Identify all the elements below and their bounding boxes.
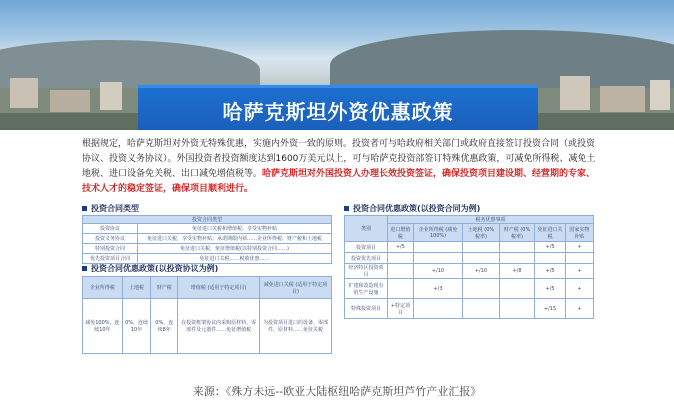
incentives-contract-table: 类别 税务优惠事项 进口增值税 企业所得税 (减免100%) 土地税 (0%税率) 财产税 (0%税率) 免征进口关税 国家实物补贴 投资项目 +/5 +/5 + 投资优先项目 经济特区投资项目 +/10 +/10 +/8 +/5 + 扩建和改造现有的生产设施 +/3 +/5 + 特殊投资项目 +特定项目 +/15 +: [344, 215, 594, 319]
table-row: 投资优先项目: [345, 253, 594, 264]
page-title: 哈萨克斯坦外资优惠政策: [222, 100, 454, 124]
table-row: 投资协议 免征进口关税和增值税，享受实物补贴: [83, 224, 332, 234]
table-row: 经济特区投资项目 +/10 +/10 +/8 +/5 +: [345, 264, 594, 279]
table-row: 特殊投资项目 +特定项目 +/15 +: [345, 299, 594, 319]
table-row: 特别投资合同 免征进口关税，免征增值税(以特别投资合同……): [83, 244, 332, 254]
bullet-square-icon: [82, 206, 87, 211]
intro-paragraph: [82, 137, 597, 197]
table-row: 投资义务协议 免征进口关税，享受实物补贴；承诺期限内须……企业所得税、财产税和土地税: [83, 234, 332, 244]
hero-banner: [0, 0, 674, 130]
page-title-banner: [138, 85, 538, 130]
source-caption: 来源：《殊方未远--欧亚大陆枢纽哈萨克斯坦芦竹产业汇报》: [192, 385, 482, 398]
intro-highlight: 哈萨克斯坦对外国投资人办理长效投资签证，确保投资项目建设期、经营期的专家、技术人才的稳定签证，确保项目顺利进行。: [82, 169, 596, 194]
incentives-agreement-table: 企业所得税 土地税 财产税 增值税 (适用于特定项目) 减免进口关税 (适用于特定项目) 减免100%，连续10年 0%，连续10年 0%，连续8年 在投资框架协议内采购原材料、零部件及元器件……免征增值税 为投资项目进口的设备、零部件、原材料……免征关税: [82, 276, 332, 354]
section-contract-types: 投资合同类型: [82, 203, 139, 214]
intro-text: 根据规定，哈萨克斯坦对外资无特殊优惠，实施内外资一致的原则。投资者可与哈政府相关部门或政府直接签订投资合同（或投资协议、投资义务协议）。外国投资者投资额度达到1600万美元以上，可与哈萨克投资部签订特殊优惠政策，可减免所得税、减免土地税、进口设备免关税、出口减免增值税等。: [82, 139, 596, 179]
content-panel: [78, 133, 598, 381]
table-row: 投资项目 +/5 +/5 +: [345, 242, 594, 253]
contract-types-table: [82, 215, 332, 264]
section-incentives-right: 投资合同优惠政策(以投资合同为例): [344, 203, 480, 214]
bullet-square-icon: [344, 206, 349, 211]
table-row: 优先投资项目合同 免征进口关税……税收优惠……: [83, 254, 332, 264]
section-incentives-left: 投资合同优惠政策(以投资协议为例): [82, 263, 218, 274]
bullet-square-icon: [82, 266, 87, 271]
table-row: 减免100%，连续10年 0%，连续10年 0%，连续8年 在投资框架协议内采购原材料、零部件及元器件……免征增值税 为投资项目进口的设备、零部件、原材料……免征关税: [83, 299, 332, 354]
table-row: 扩建和改造现有的生产设施 +/3 +/5 +: [345, 279, 594, 299]
table-header: 投资合同类型: [83, 216, 332, 224]
